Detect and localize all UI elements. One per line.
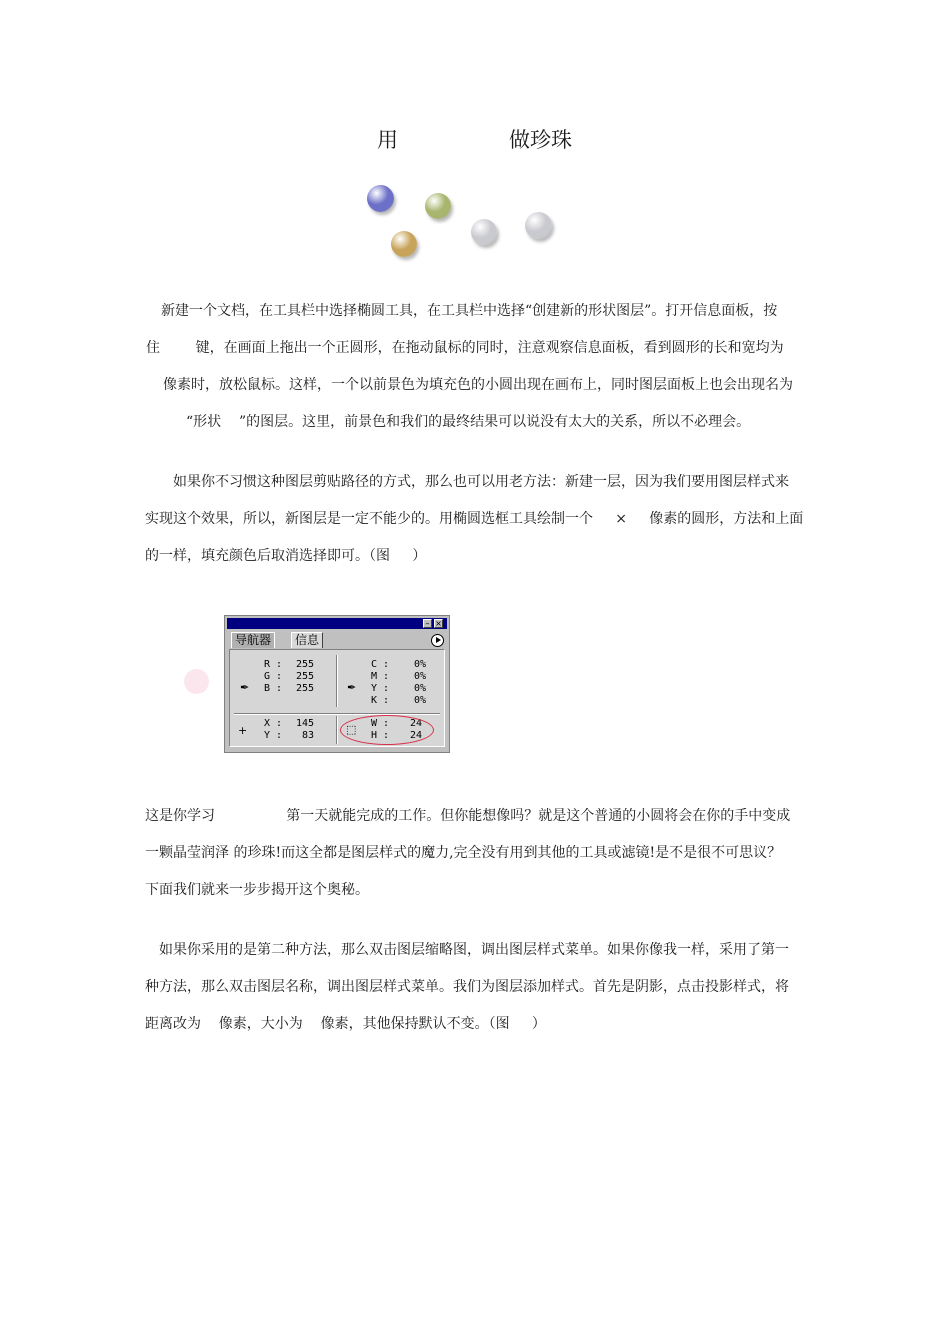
cmyk-labels: C : M : Y : K : — [371, 659, 390, 706]
text-line: 的一样，填充颜色后取消选择即可。（图 ） — [145, 548, 427, 564]
text-line: 如果你采用的是第二种方法，那么双击图层缩略图，调出图层样式菜单。如果你像我一样，采用了第一 — [159, 942, 789, 958]
text-line: 这是你学习 第一天就能完成的工作。但你能想像吗？就是这个普通的小圆将会在你的手中变成 — [145, 808, 791, 824]
close-icon[interactable]: × — [435, 619, 442, 628]
divider — [234, 713, 440, 715]
cmyk-values: 0% 0% 0% 0% — [414, 659, 427, 706]
wh-values: 24 24 — [410, 718, 423, 741]
pearl-blue — [367, 185, 394, 212]
text-line: 住 键，在画面上拖出一个正圆形，在拖动鼠标的同时，注意观察信息面板，看到圆形的长和宽均为 — [146, 340, 784, 356]
panel-titlebar — [227, 618, 447, 629]
tab-info[interactable]: 信息 — [291, 632, 323, 648]
pearl-silver — [525, 212, 552, 239]
eyedropper-icon: ✒ — [240, 681, 250, 694]
minimize-icon[interactable]: – — [423, 619, 432, 628]
rgb-labels: R : G : B : — [264, 659, 283, 694]
text-line: 距离改为 像素，大小为 像素，其他保持默认不变。（图 ） — [145, 1016, 546, 1032]
pearl-silver — [471, 219, 497, 245]
crosshair-icon: + — [238, 724, 248, 737]
xy-values: 145 83 — [296, 718, 315, 741]
text-line: 如果你不习惯这种图层剪贴路径的方式，那么也可以用老方法：新建一层，因为我们要用图层样式来 — [173, 474, 789, 490]
panel-menu-arrow-icon[interactable] — [431, 634, 444, 647]
text-line: “形状 ”的图层。这里，前景色和我们的最终结果可以说没有太大的关系，所以不必理会。 — [186, 414, 751, 430]
wh-labels: W : H : — [371, 718, 390, 741]
pink-circle-sample — [184, 669, 209, 694]
title-part1: 用 — [377, 128, 398, 152]
text-line: 像素时，放松鼠标。这样，一个以前景色为填充色的小圆出现在画布上，同时图层面板上也会出现名为 — [163, 377, 793, 393]
text-line: 种方法，那么双击图层名称，调出图层样式菜单。我们为图层添加样式。首先是阴影，点击投影样式，将 — [145, 979, 789, 995]
pearl-green — [425, 193, 451, 219]
pearl-gold — [391, 231, 417, 257]
text-line: 下面我们就来一步步揭开这个奥秘。 — [145, 882, 369, 898]
text-line: 实现这个效果，所以，新图层是一定不能少的。用椭圆选框工具绘制一个 × 像素的圆形，方法和上面 — [145, 511, 804, 527]
tab-navigator[interactable]: 导航器 — [231, 632, 275, 648]
text-line: 新建一个文档，在工具栏中选择椭圆工具，在工具栏中选择“创建新的形状图层”。打开信息面板，按 — [161, 303, 778, 319]
text-line: 一颗晶莹润泽 的珍珠!而这全都是图层样式的魔力,完全没有用到其他的工具或滤镜!是不是很不可思议？ — [145, 845, 782, 861]
selection-size-icon: ⬚ — [346, 723, 357, 736]
xy-labels: X : Y : — [264, 718, 283, 741]
title-part2: 做珍珠 — [509, 128, 572, 152]
eyedropper-icon: ✒ — [347, 681, 357, 694]
tab-row — [227, 631, 447, 649]
rgb-values: 255 255 255 — [296, 659, 315, 694]
highlight-oval — [340, 715, 434, 745]
divider — [336, 655, 338, 707]
info-panel — [224, 615, 450, 753]
divider — [336, 716, 338, 744]
